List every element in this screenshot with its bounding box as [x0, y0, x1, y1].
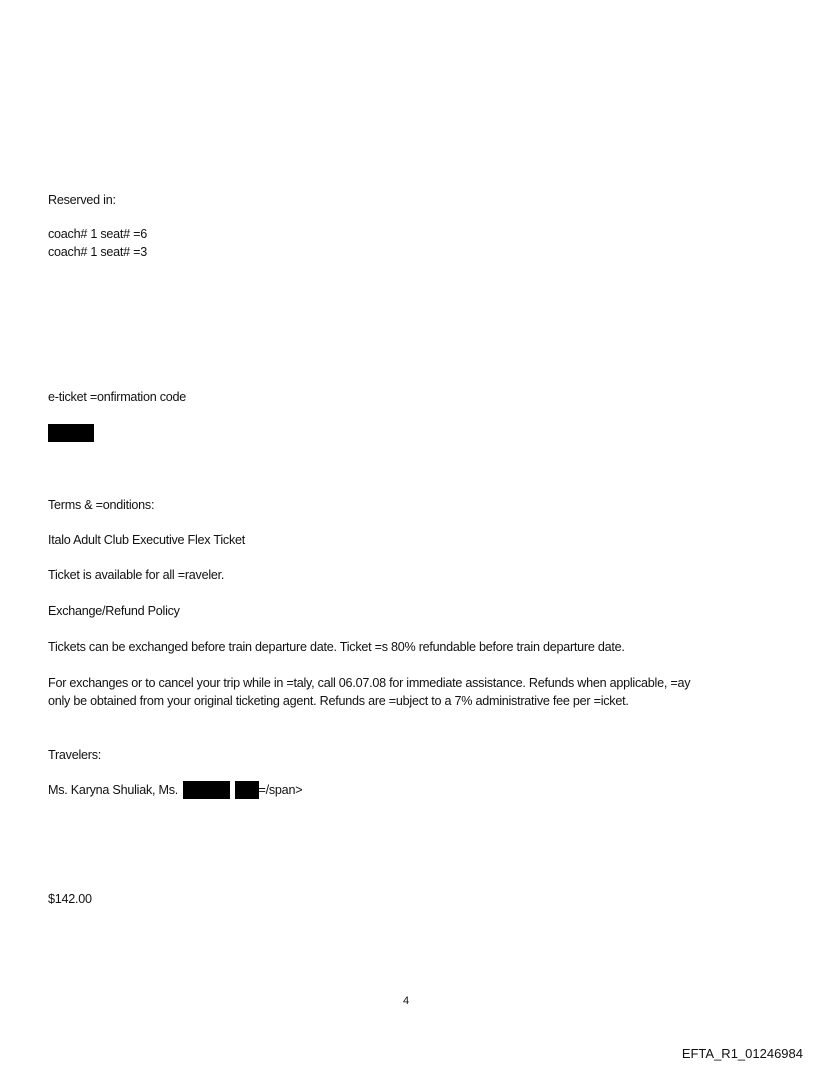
redacted-name-1 — [183, 781, 230, 799]
policy-line-1: Tickets can be exchanged before train departure date. Ticket =s 80% refundable before train departure date. — [48, 640, 625, 654]
ticket-type: Italo Adult Club Executive Flex Ticket — [48, 533, 245, 547]
travelers-heading: Travelers: — [48, 748, 102, 762]
policy-heading: Exchange/Refund Policy — [48, 604, 180, 618]
policy-line-2b: only be obtained from your original ticketing agent. Refunds are =ubject to a 7% administrative fee per =icket. — [48, 694, 629, 708]
seat-line-1: coach# 1 seat# =6 — [48, 227, 148, 241]
redacted-confirmation-code — [48, 424, 94, 442]
bates-number: EFTA_R1_01246984 — [681, 1046, 803, 1061]
travelers-suffix: =/span> — [258, 783, 303, 797]
terms-heading: Terms & =onditions: — [48, 498, 155, 512]
travelers-names: Ms. Karyna Shuliak, Ms. — [48, 783, 179, 797]
page-number: 4 — [403, 995, 410, 1007]
price: $142.00 — [48, 892, 92, 906]
reserved-heading: Reserved in: — [48, 193, 116, 207]
eticket-label: e-ticket =onfirmation code — [48, 390, 187, 404]
seat-line-2: coach# 1 seat# =3 — [48, 245, 148, 259]
policy-line-2a: For exchanges or to cancel your trip while in =taly, call 06.07.08 for immediate assistance. Refunds when applicable, =ay — [48, 676, 691, 690]
redacted-name-2 — [235, 781, 259, 799]
travelers-line — [48, 781, 302, 799]
ticket-availability: Ticket is available for all =raveler. — [48, 568, 225, 582]
